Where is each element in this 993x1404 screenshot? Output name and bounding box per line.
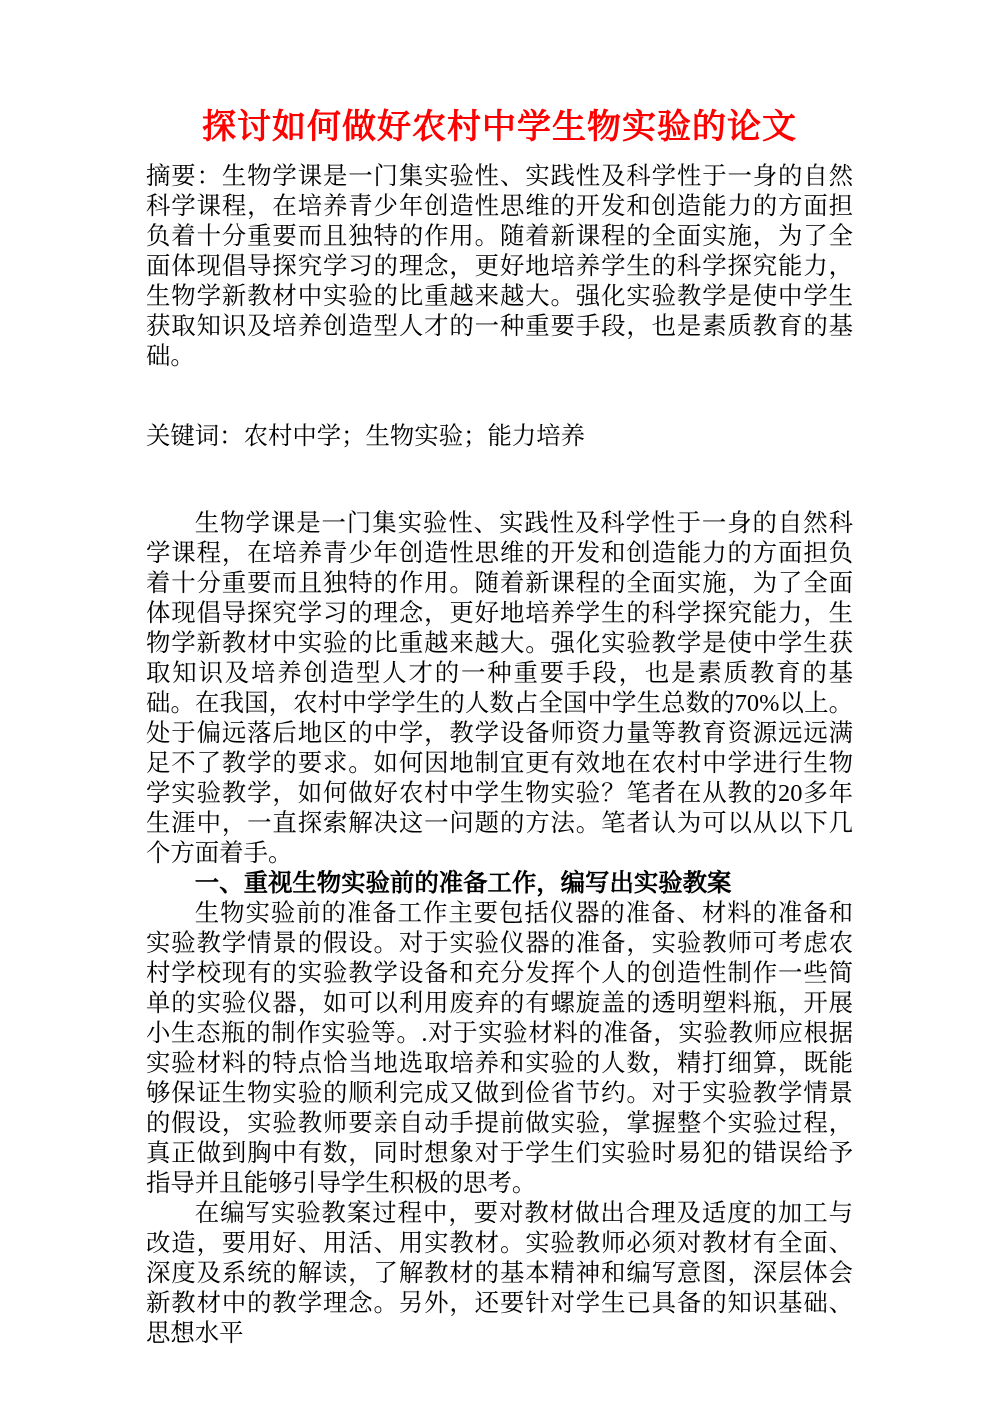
section-heading-1: 一、重视生物实验前的准备工作，编写出实验教案 (194, 870, 732, 897)
body-paragraph-1: 生物学课是一门集实验性、实践性及科学性于一身的自然科学课程，在培养青少年创造性思维的开发和创造能力的方面担负着十分重要而且独特的作用。随着新课程的全面实施，为了全面体现倡导探究学习的理念，更好地培养学生的科学探究能力，生物学新教材中实验的比重越来越大。强化实验教学是使中学生获取知识及培养创造型人才的一种重要手段，也是素质教育的基础。在我国，农村中学学生的人数占全国中学生总数的70%以上。处于偏远落后地区的中学，教学设备师资力量等教育资源远远满足不了教学的要求。如何因地制宜更有效地在农村中学进行生物学实验教学，如何做好农村中学生物实验？笔者在从教的20多年生涯中，一直探索解决这一问题的方法。笔者认为可以从以下几个方面着手。 (146, 510, 853, 867)
abstract-paragraph: 摘要：生物学课是一门集实验性、实践性及科学性于一身的自然科学课程，在培养青少年创造性思维的开发和创造能力的方面担负着十分重要而且独特的作用。随着新课程的全面实施，为了全面体现倡导探究学习的理念，更好地培养学生的科学探究能力，生物学新教材中实验的比重越来越大。强化实验教学是使中学生获取知识及培养创造型人才的一种重要手段，也是素质教育的基础。 (146, 163, 853, 370)
body-paragraph-2: 生物实验前的准备工作主要包括仪器的准备、材料的准备和实验教学情景的假设。对于实验仪器的准备，实验教师可考虑农村学校现有的实验教学设备和充分发挥个人的创造性制作一些简单的实验仪器，如可以利用废弃的有螺旋盖的透明塑料瓶，开展小生态瓶的制作实验等。.对于实验材料的准备，实验教师应根据实验材料的特点恰当地选取培养和实验的人数，精打细算，既能够保证生物实验的顺利完成又做到俭省节约。对于实验教学情景的假设，实验教师要亲自动手提前做实验，掌握整个实验过程，真正做到胸中有数，同时想象对于学生们实验时易犯的错误给予指导并且能够引导学生积极的思考。 (146, 900, 853, 1197)
page-title: 探讨如何做好农村中学生物实验的论文 (202, 109, 797, 146)
body-paragraph-3: 在编写实验教案过程中，要对教材做出合理及适度的加工与改造，要用好、用活、用实教材。实验教师必须对教材有全面、深度及系统的解读，了解教材的基本精神和编写意图，深层体会新教材中的教学理念。另外，还要针对学生已具备的知识基础、思想水平 (146, 1200, 853, 1347)
keywords-line: 关键词：农村中学；生物实验；能力培养 (146, 423, 586, 450)
